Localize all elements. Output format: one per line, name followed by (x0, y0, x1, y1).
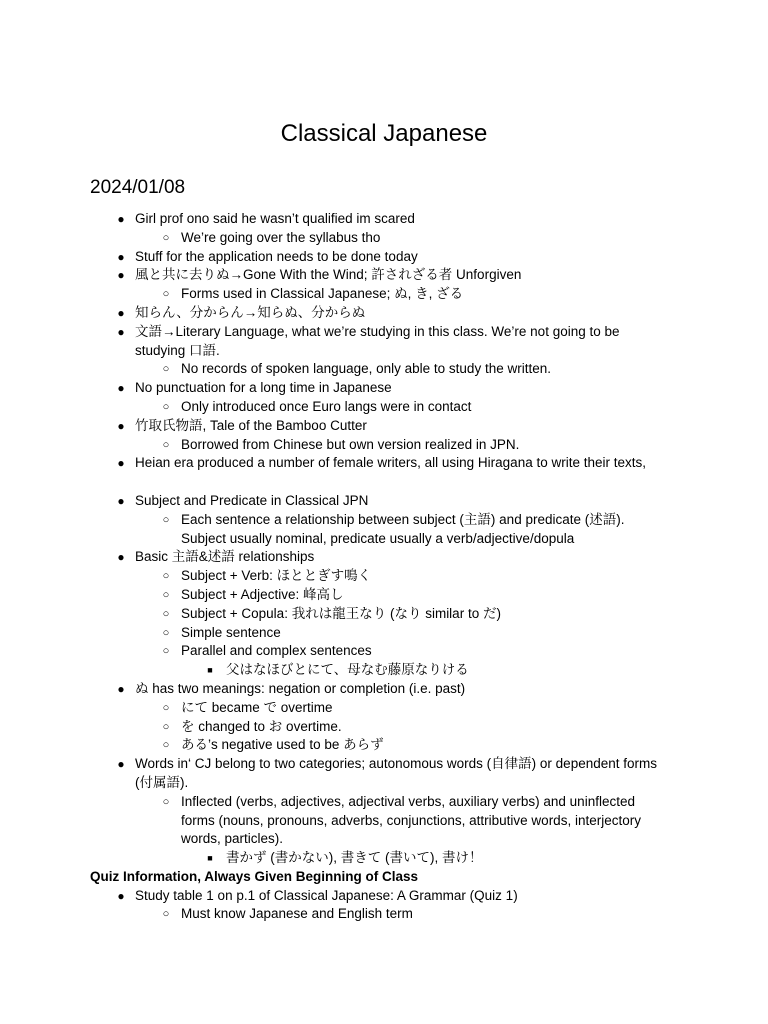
list-item (0, 887, 768, 906)
list-item-text: No records of spoken language, only able to study the written. (181, 361, 551, 377)
bullet-circle-icon: ○ (162, 438, 170, 451)
list-item (0, 605, 768, 624)
list-item (0, 849, 768, 868)
bullet-disc-icon: ● (117, 550, 125, 565)
list-item-text: Must know Japanese and English term (181, 906, 413, 922)
bullet-disc-icon: ● (117, 757, 125, 772)
list-item (0, 398, 768, 417)
bullet-disc-icon: ● (117, 249, 125, 264)
bullet-disc-icon: ● (117, 456, 125, 471)
bullet-circle-icon: ○ (162, 363, 170, 376)
bullet-circle-icon: ○ (162, 288, 170, 301)
list-item (0, 530, 768, 549)
bullet-disc-icon: ● (117, 305, 125, 320)
list-item-text: words, particles). (181, 831, 284, 847)
bullet-square-icon: ■ (207, 665, 213, 676)
list-item (0, 229, 768, 248)
blank-line (0, 473, 768, 492)
list-item-text: Study table 1 on p.1 of Classical Japanese: A Grammar (Quiz 1) (135, 887, 518, 903)
bullet-disc-icon: ● (117, 888, 125, 903)
bullet-disc-icon: ● (117, 418, 125, 433)
list-item (0, 379, 768, 398)
list-item (0, 548, 768, 567)
bullet-circle-icon: ○ (162, 795, 170, 808)
list-item-text: にて became で overtime (181, 699, 333, 715)
list-item-text: Girl prof ono said he wasn’t qualified im scared (135, 211, 415, 226)
list-item-text: Words in‘ CJ belong to two categories; autonomous words (自律語) or dependent forms (135, 756, 657, 772)
list-item (0, 680, 768, 699)
list-item-text: 文語→Literary Language, what we’re studying in this class. We’re not going to be (135, 323, 620, 339)
bullet-disc-icon: ● (117, 212, 125, 226)
list-item (0, 454, 768, 473)
list-item-text: (付属語). (135, 774, 189, 790)
list-item (0, 511, 768, 530)
list-item-text: Parallel and complex sentences (181, 643, 372, 659)
list-item (0, 210, 768, 229)
list-item-text: Quiz Information, Always Given Beginning of Class (90, 868, 419, 884)
list-item-text: Subject + Adjective: 峰高し (181, 586, 344, 602)
list-item (0, 342, 768, 361)
list-item (0, 285, 768, 304)
list-item-text: 書かず (書かない), 書きて (書いて), 書け！ (226, 850, 483, 866)
list-item (0, 624, 768, 643)
section-heading (0, 868, 768, 887)
list-item (0, 436, 768, 455)
bullet-circle-icon: ○ (162, 739, 170, 752)
list-item-text: Simple sentence (181, 624, 281, 640)
list-item-text: Basic 主語&述語 relationships (135, 549, 315, 565)
bullet-square-icon: ■ (207, 853, 213, 864)
list-item-text: No punctuation for a long time in Japanese (135, 380, 392, 396)
bullet-circle-icon: ○ (162, 701, 170, 714)
list-item-text: Subject + Verb: ほととぎす鳴く (181, 568, 372, 584)
list-item (0, 905, 768, 924)
list-item-text: We’re going over the syllabus tho (181, 229, 381, 245)
list-item (0, 736, 768, 755)
list-item (0, 642, 768, 661)
list-item (0, 830, 768, 849)
list-item (0, 661, 768, 680)
list-item-text: Borrowed from Chinese but own version realized in JPN. (181, 436, 520, 452)
list-item (0, 699, 768, 718)
bullet-circle-icon: ○ (162, 400, 170, 413)
bullet-disc-icon: ● (117, 268, 125, 283)
list-item (0, 266, 768, 285)
list-item (0, 248, 768, 267)
list-item-text: ある’s negative used to be あらず (181, 737, 384, 753)
list-item-text: Stuff for the application needs to be done today (135, 248, 418, 264)
list-item (0, 492, 768, 511)
list-item-text: 竹取氏物語, Tale of the Bamboo Cutter (135, 417, 367, 433)
document-title: Classical Japanese (280, 120, 488, 147)
list-item-text: Subject usually nominal, predicate usually a verb/adjective/dopula (181, 530, 575, 546)
list-item-text: を changed to お overtime. (181, 718, 342, 734)
list-item-text: 父はなほびとにて、母なむ藤原なりける (226, 662, 469, 678)
list-item-text: Only introduced once Euro langs were in contact (181, 398, 472, 414)
notes-list (0, 210, 768, 924)
bullet-circle-icon: ○ (162, 513, 170, 526)
list-item-text: ぬ has two meanings: negation or completion (i.e. past) (135, 680, 466, 696)
list-item-text: 知らん、分からん→知らぬ、分からぬ (135, 304, 366, 320)
bullet-circle-icon: ○ (162, 607, 170, 620)
list-item-text: Inflected (verbs, adjectives, adjectival verbs, auxiliary verbs) and uninflected (181, 793, 635, 809)
list-item (0, 417, 768, 436)
bullet-circle-icon: ○ (162, 645, 170, 658)
list-item-text: Forms used in Classical Japanese; ぬ, き, ざる (181, 286, 464, 302)
list-item-text: Subject + Copula: 我れは龍王なり (なり similar to だ) (181, 605, 501, 621)
bullet-circle-icon: ○ (162, 908, 170, 921)
list-item (0, 323, 768, 342)
list-item (0, 774, 768, 793)
list-item-text: studying 口語. (135, 342, 220, 358)
bullet-circle-icon: ○ (162, 720, 170, 733)
bullet-disc-icon: ● (117, 493, 125, 508)
list-item (0, 755, 768, 774)
bullet-disc-icon: ● (117, 324, 125, 339)
bullet-disc-icon: ● (117, 381, 125, 396)
bullet-circle-icon: ○ (162, 231, 170, 244)
bullet-circle-icon: ○ (162, 588, 170, 601)
list-item (0, 304, 768, 323)
list-item-text: Heian era produced a number of female writers, all using Hiragana to write their texts, (135, 455, 646, 471)
list-item-text: Subject and Predicate in Classical JPN (135, 492, 369, 508)
list-item (0, 586, 768, 605)
date-heading: 2024/01/08 (90, 177, 186, 198)
list-item (0, 812, 768, 831)
list-item-text: Each sentence a relationship between subject (主語) and predicate (述語). (181, 511, 625, 527)
list-item (0, 567, 768, 586)
list-item-text: 風と共に去りぬ→Gone With the Wind; 許されざる者 Unforgiven (135, 267, 522, 283)
bullet-disc-icon: ● (117, 681, 125, 696)
bullet-circle-icon: ○ (162, 570, 170, 583)
list-item-text: forms (nouns, pronouns, adverbs, conjunctions, attributive words, interjectory (181, 812, 641, 828)
bullet-circle-icon: ○ (162, 626, 170, 639)
list-item (0, 360, 768, 379)
list-item (0, 793, 768, 812)
list-item (0, 718, 768, 737)
